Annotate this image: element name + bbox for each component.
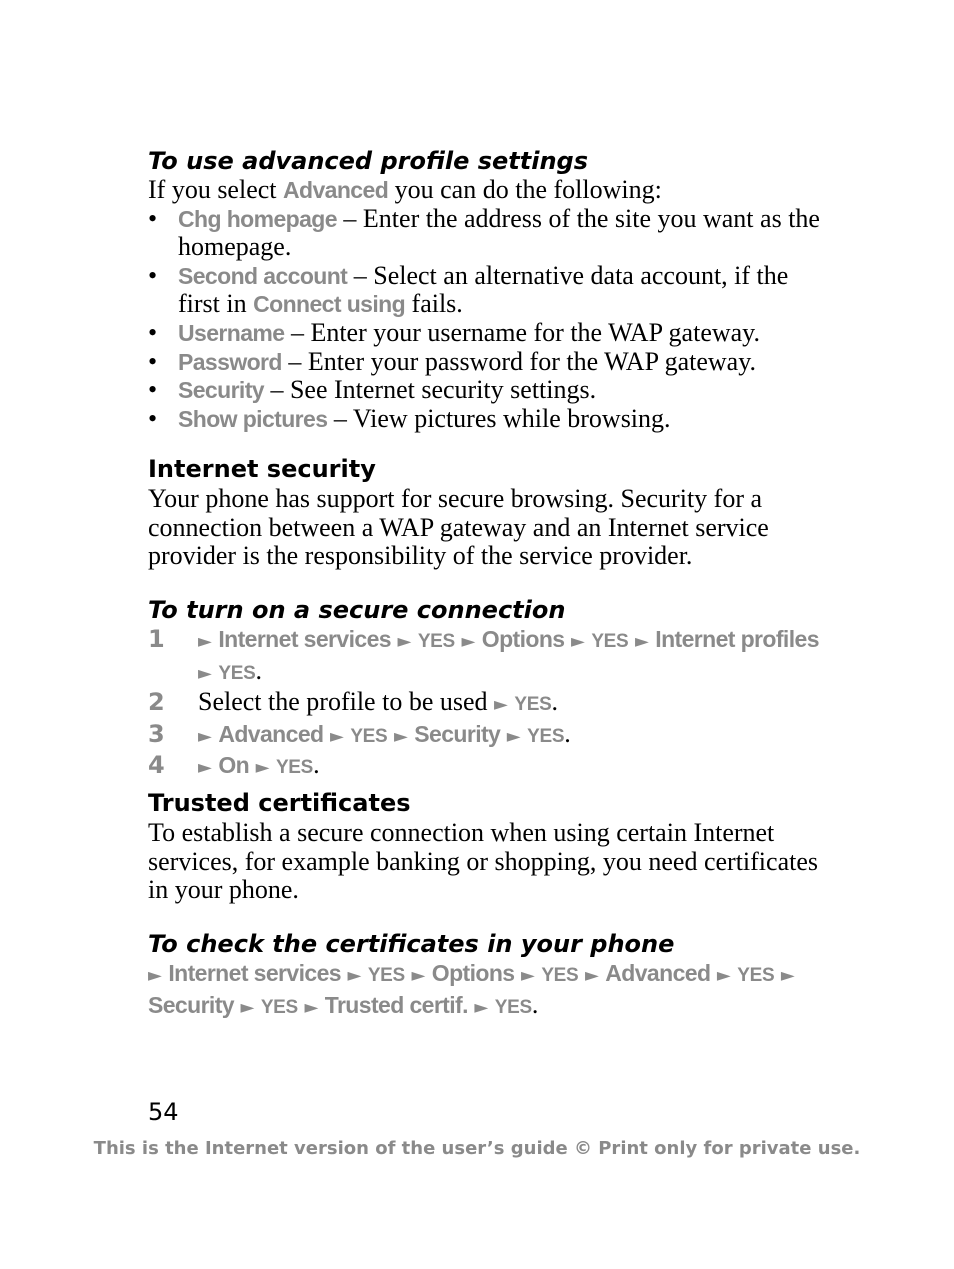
menu-term: Security: [148, 991, 234, 1018]
yes-key: YES: [737, 965, 775, 986]
arrow-right-icon: ►: [520, 965, 535, 986]
period: .: [531, 989, 539, 1019]
arrow-right-icon: ►: [304, 996, 319, 1018]
menu-term: Internet services: [218, 626, 391, 652]
menu-term: Options: [431, 960, 515, 986]
step-number: 2: [148, 688, 165, 717]
arrow-right-icon: ►: [198, 662, 212, 684]
list-item: [148, 405, 828, 434]
item-description: – Enter your password for the WAP gateway.: [281, 346, 757, 376]
list-item: [148, 348, 828, 377]
menu-term: Security: [178, 377, 264, 404]
yes-key: YES: [417, 631, 455, 652]
trusted-certificates-paragraph: To establish a secure connection when using certain Internet services, for example banking or shopping, you need certificates in your phone.: [148, 818, 818, 905]
bullet-icon: •: [148, 403, 158, 433]
item-description: – Enter your username for the WAP gateway.: [284, 317, 760, 347]
step-number: 4: [148, 751, 165, 780]
yes-key: YES: [514, 694, 552, 716]
menu-term: Username: [178, 319, 285, 346]
menu-term: On: [218, 752, 250, 779]
list-item: [148, 376, 828, 405]
intro-text-end: you can do the following:: [388, 175, 662, 204]
heading-internet-security: Internet security: [148, 455, 376, 483]
menu-term-advanced: Advanced: [283, 177, 389, 203]
arrow-right-icon: ►: [198, 757, 212, 779]
period: .: [313, 750, 320, 780]
section-trusted-certificates: [148, 789, 828, 905]
yes-key: YES: [494, 996, 532, 1018]
heading-advanced-profile-settings: To use advanced profile settings: [148, 147, 589, 175]
period: .: [255, 655, 262, 685]
section-check-certificates: [148, 930, 828, 1022]
list-item: [148, 205, 828, 262]
arrow-right-icon: ►: [634, 631, 649, 652]
section-internet-security: [148, 455, 828, 571]
menu-term: Chg homepage: [178, 205, 337, 232]
arrow-right-icon: ►: [716, 965, 731, 986]
arrow-right-icon: ►: [347, 965, 362, 986]
section-secure-connection: [148, 596, 828, 783]
arrow-right-icon: ►: [240, 996, 255, 1018]
advanced-options-list: [148, 205, 828, 434]
step-item: [148, 688, 828, 720]
menu-term: Internet profiles: [655, 626, 819, 652]
yes-key: YES: [350, 725, 388, 747]
arrow-right-icon: ►: [329, 725, 344, 747]
menu-term: Advanced: [218, 720, 324, 747]
heading-turn-on-secure-connection: To turn on a secure connection: [148, 596, 566, 624]
footer-notice: This is the Internet version of the user’s guide © Print only for private use.: [93, 1138, 861, 1159]
arrow-right-icon: ►: [255, 757, 270, 779]
menu-term: Show pictures: [178, 405, 328, 432]
arrow-right-icon: ►: [198, 725, 212, 747]
step-item: [148, 625, 828, 688]
menu-term: Internet services: [168, 960, 341, 986]
step-item: [148, 720, 828, 752]
item-description: – Select an alternative data account, if the first in: [178, 260, 789, 319]
list-item: [148, 319, 828, 348]
item-description: – See Internet security settings.: [263, 375, 597, 405]
arrow-right-icon: ►: [584, 965, 599, 986]
intro-text: If you select: [148, 175, 284, 204]
arrow-right-icon: ►: [461, 631, 476, 652]
arrow-right-icon: ►: [148, 965, 162, 986]
menu-term: Trusted certif.: [324, 991, 468, 1018]
step-item: [148, 751, 828, 783]
menu-term: Second account: [178, 262, 348, 289]
yes-key: YES: [367, 965, 405, 986]
arrow-right-icon: ►: [570, 631, 585, 652]
item-description: – Enter the address of the site you want as the homepage.: [178, 203, 820, 262]
menu-term: Advanced: [605, 960, 711, 986]
step-number: 1: [148, 625, 165, 653]
arrow-right-icon: ►: [198, 631, 212, 652]
yes-key: YES: [260, 996, 298, 1018]
arrow-right-icon: ►: [506, 725, 521, 747]
bullet-icon: •: [148, 346, 158, 376]
arrow-right-icon: ►: [411, 965, 426, 986]
yes-key: YES: [275, 757, 314, 779]
step-number: 3: [148, 719, 165, 748]
period: .: [564, 718, 571, 748]
menu-term: Security: [414, 720, 501, 747]
heading-check-certificates: To check the certificates in your phone: [148, 930, 675, 958]
menu-term: Options: [481, 626, 565, 652]
item-description-end: fails.: [405, 289, 463, 319]
item-description: – View pictures while browsing.: [327, 403, 671, 433]
menu-term: Password: [178, 348, 282, 375]
yes-key: YES: [591, 631, 629, 652]
bullet-icon: •: [148, 260, 158, 290]
period: .: [551, 687, 558, 717]
arrow-right-icon: ►: [397, 631, 412, 652]
bullet-icon: •: [148, 375, 158, 405]
bullet-icon: •: [148, 317, 158, 347]
heading-trusted-certificates: Trusted certificates: [148, 789, 411, 817]
yes-key: YES: [218, 662, 256, 684]
intro-paragraph: [148, 176, 828, 205]
menu-term: Connect using: [253, 291, 406, 318]
bullet-icon: •: [148, 203, 158, 233]
step-text: Select the profile to be used: [198, 687, 495, 717]
arrow-right-icon: ►: [474, 996, 489, 1018]
list-item: [148, 262, 828, 319]
yes-key: YES: [527, 725, 565, 747]
arrow-right-icon: ►: [393, 725, 408, 747]
page-number: 54: [148, 1098, 179, 1126]
steps-list: [148, 625, 828, 783]
yes-key: YES: [541, 965, 579, 986]
section-advanced-profile: [148, 147, 828, 433]
internet-security-paragraph: Your phone has support for secure browsing. Security for a connection between a WAP gateway and an Internet service provider is the responsibility of the service provider.: [148, 484, 769, 571]
arrow-right-icon: ►: [494, 694, 508, 716]
menu-path: [148, 959, 828, 1022]
arrow-right-icon: ►: [780, 965, 795, 986]
